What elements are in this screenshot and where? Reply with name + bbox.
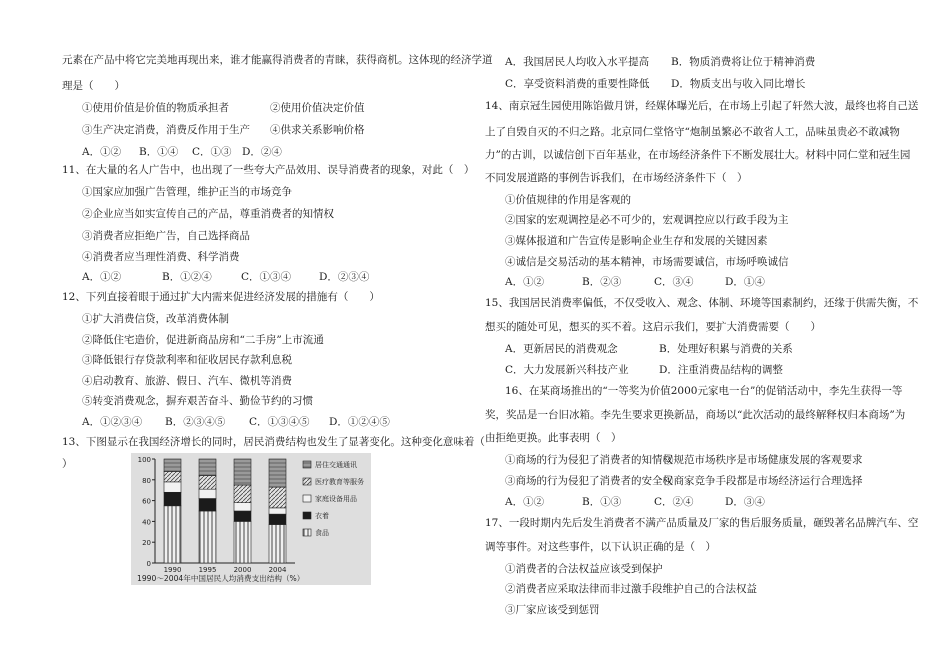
q16-item-4: ④商家竞争手段都是市场经济运行合理选择: [663, 475, 863, 487]
bar-segment: [164, 471, 181, 481]
bar-segment: [269, 514, 286, 524]
y-tick-label: 40: [142, 518, 151, 527]
legend-swatch: [303, 495, 311, 502]
q10-item-1: ①使用价值是价值的物质承担者: [82, 102, 229, 114]
q14-item-4: ④诚信是交易活动的基本精神，市场需要诚信，市场呼唤诚信: [505, 256, 789, 268]
y-tick-label: 20: [142, 539, 151, 548]
q14-item-2: ②国家的宏观调控是必不可少的，宏观调控应以行政手段为主: [505, 214, 789, 226]
q12-item-5: ⑤转变消费观念，摒弃艰苦奋斗、勤俭节约的习惯: [82, 395, 313, 407]
q16-line-1: 16、在某商场推出的“一等奖为价值2000元家电一台”的促销活动中，李先生获得一等: [505, 385, 903, 397]
q10-item-4: ④供求关系影响价格: [270, 124, 365, 136]
q12-option-b: B．②③④⑤: [165, 416, 226, 428]
bar-segment: [234, 503, 251, 511]
q16-option-c: C．②④: [654, 496, 694, 508]
q11-option-d: D．②③④: [319, 271, 370, 283]
bar-segment: [234, 485, 251, 503]
legend-swatch: [303, 478, 311, 485]
bar-segment: [234, 521, 251, 563]
q17-item-1: ①消费者的合法权益应该受到保护: [505, 563, 663, 575]
q10-option-a: A．①②: [82, 146, 122, 158]
bar-segment: [269, 487, 286, 508]
legend-swatch: [303, 461, 311, 468]
q14-line-4: 不同发展道路的事例告诉我们，在市场经济条件下（ ）: [485, 172, 748, 184]
q13-option-b: B．物质消费将让位于精神消费: [671, 56, 816, 68]
q12-option-c: C．①③④⑤: [249, 416, 310, 428]
q11-item-2: ②企业应当如实宣传自己的产品，尊重消费者的知情权: [82, 208, 334, 220]
q15-option-d: D．注重消费品结构的调整: [659, 364, 783, 376]
q11-item-3: ③消费者应拒绝广告，自己选择商品: [82, 230, 250, 242]
chart-svg: [131, 453, 371, 585]
legend-label: 居住交通通讯: [315, 461, 357, 469]
x-tick-label: 1995: [198, 566, 217, 574]
q12-item-4: ④启动教育、旅游、假日、汽车、微机等消费: [82, 375, 292, 387]
bar-segment: [234, 511, 251, 521]
q10-option-c: C．①③: [192, 146, 232, 158]
y-tick-label: 60: [142, 497, 151, 506]
q12-item-3: ③降低银行存贷款利率和征收居民存款利息税: [82, 354, 292, 366]
q10-stem-line1: 元素在产品中将它完美地再现出来，谁才能赢得消费者的青睐，获得商机。这体现的经济学道: [62, 54, 493, 66]
q16-option-d: D．③④: [725, 496, 765, 508]
y-tick-label: 0: [146, 560, 151, 568]
bar-segment: [164, 492, 181, 506]
q14-option-b: B．②③: [582, 276, 622, 288]
q15-option-b: B．处理好积累与消费的关系: [659, 343, 793, 355]
q16-option-b: B．①③: [582, 496, 622, 508]
y-tick-label: 100: [137, 456, 151, 464]
bar-segment: [199, 489, 216, 498]
bar-segment: [269, 508, 286, 514]
q11-item-4: ④消费者应当理性消费、科学消费: [82, 251, 240, 263]
x-tick-label: 1990: [163, 566, 182, 574]
bar-segment: [269, 459, 286, 487]
bar-segment: [199, 459, 216, 476]
q13-option-d: D．物质支出与收入同比增长: [671, 78, 806, 90]
q11-item-1: ①国家应加强广告管理，维护正当的市场竞争: [82, 186, 292, 198]
q15-line-1: 15、我国居民消费率偏低，不仅受收入、观念、体制、环境等国素制约，还缘于供需失衡，不: [485, 297, 919, 309]
q17-item-3: ③厂家应该受到惩罚: [505, 604, 600, 616]
q10-item-3: ③生产决定消费，消费反作用于生产: [82, 124, 250, 136]
bar-segment: [199, 476, 216, 490]
bar-segment: [164, 506, 181, 563]
legend-swatch: [303, 512, 311, 519]
q11-option-a: A．①②: [82, 271, 122, 283]
q14-line-3: 力”的古训，以诚信创下百年基业，在市场经济条件下不断发展壮大。材料中同仁堂和冠生园: [485, 149, 911, 161]
q11-option-b: B．①②④: [162, 271, 212, 283]
q13-option-a: A．我国居民人均收入水平提高: [505, 56, 650, 68]
bar-segment: [199, 511, 216, 563]
bar-segment: [234, 459, 251, 485]
q14-option-a: A．①②: [505, 276, 545, 288]
q10-stem-line2: 理是（ ）: [62, 80, 125, 92]
q14-line-1: 14、南京冠生园使用陈馅做月饼，经媒体曝光后，在市场上引起了轩然大波，最终也将自己送: [485, 100, 919, 112]
q17-line-2: 调等事件。对这些事件，以下认识正确的是（ ）: [485, 541, 716, 553]
q15-line-2: 想买的随处可见，想买的买不着。这启示我们，要扩大消费需要（ ）: [485, 321, 821, 333]
q12-stem: 12、下列直接着眼于通过扩大内需来促进经济发展的措施有（ ）: [62, 291, 380, 303]
q14-option-d: D．①④: [725, 276, 765, 288]
q10-option-b: B．①④: [139, 146, 179, 158]
q16-option-a: A．①②: [505, 496, 545, 508]
q15-option-c: C．大力发展新兴科技产业: [505, 364, 629, 376]
q14-line-2: 上了自毁自灭的不归之路。北京同仁堂恪守“炮制虽繁必不敢省人工，品味虽贵必不敢减物: [485, 126, 900, 138]
chart-title: 1990～2004年中国居民人均消费支出结构（%）: [137, 574, 305, 583]
q13-option-c: C．享受资料消费的重要性降低: [505, 78, 650, 90]
q16-line-3: 由拒绝更换。此事表明（ ）: [485, 432, 622, 444]
x-tick-label: 2004: [268, 566, 287, 574]
q14-item-1: ①价值规律的作用是客观的: [505, 194, 631, 206]
legend-label: 食品: [315, 529, 329, 537]
q16-item-1: ①商场的行为侵犯了消费者的知情权: [505, 454, 673, 466]
q16-item-2: ②规范市场秩序是市场健康发展的客观要求: [663, 454, 863, 466]
q10-option-d: D．②④: [242, 146, 282, 158]
x-tick-label: 2000: [233, 566, 252, 574]
q12-item-2: ②降低住宅造价，促进新商品房和“二手房”上市流通: [82, 334, 324, 346]
legend-label: 家庭设备用品: [315, 495, 357, 503]
q14-option-c: C．③④: [654, 276, 694, 288]
legend-swatch: [303, 529, 311, 536]
q12-option-a: A．①②③④: [82, 416, 143, 428]
q15-option-a: A．更新居民的消费观念: [505, 343, 618, 355]
consumption-structure-chart: [131, 453, 371, 585]
bar-segment: [199, 499, 216, 511]
q10-item-2: ②使用价值决定价值: [270, 102, 365, 114]
q12-option-d: D．①②④⑤: [329, 416, 390, 428]
bar-segment: [164, 459, 181, 471]
q17-item-2: ②消费者应采取法律而非过激手段维护自己的合法权益: [505, 583, 757, 595]
q13-stem: 13、下图显示在我国经济增长的同时，居民消费结构也发生了显著变化。这种变化意味着（: [62, 436, 485, 448]
q11-option-c: C．①③④: [241, 271, 292, 283]
q16-item-3: ③商场的行为侵犯了消费者的安全权: [505, 475, 673, 487]
q17-line-1: 17、一段时期内先后发生消费者不满产品质量及厂家的售后服务质量，砸毁著名品牌汽车、空: [485, 517, 919, 529]
q13-stem-end: ）: [62, 458, 73, 470]
q12-item-1: ①扩大消费信贷，改革消费体制: [82, 313, 229, 325]
q14-item-3: ③媒体报道和广告宣传是影响企业生存和发展的关键因素: [505, 235, 768, 247]
q16-line-2: 奖，奖品是一台旧冰箱。李先生要求更换新品，商场以“此次活动的最终解释权归本商场”为: [485, 409, 906, 421]
legend-label: 衣着: [315, 512, 329, 520]
q11-stem: 11、在大量的名人广告中，也出现了一些夸大产品效用、误导消费者的现象，对此（ ）: [62, 164, 475, 176]
legend-label: 医疗教育等服务: [315, 478, 364, 486]
y-tick-label: 80: [142, 476, 151, 485]
bar-segment: [269, 525, 286, 563]
bar-segment: [164, 482, 181, 492]
